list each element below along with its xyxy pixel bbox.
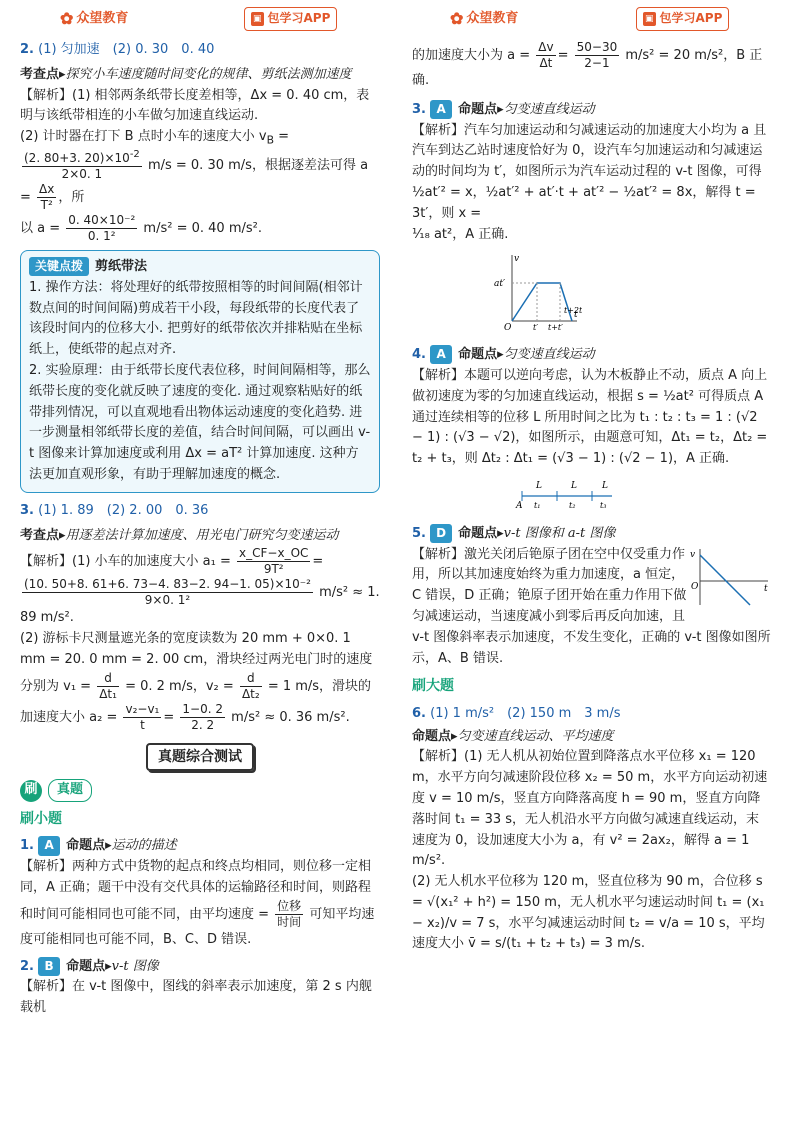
- triangle-icon: ▸: [59, 527, 66, 543]
- zhenti-label: 真题: [48, 779, 92, 802]
- fraction: [575, 40, 620, 71]
- denominator: 0. 1²: [87, 229, 116, 244]
- question-number: 2.: [20, 42, 34, 57]
- vt-line: [512, 283, 572, 321]
- answer-text: (1) 1. 89 (2) 2. 00 0. 36: [38, 502, 209, 518]
- origin-label: O: [504, 323, 512, 332]
- denominator: t: [140, 717, 145, 732]
- flower-logo-icon: ✿: [450, 9, 464, 29]
- denominator: 2. 2: [191, 717, 215, 732]
- triangle-icon: ▸: [497, 525, 504, 541]
- fraction: [66, 213, 137, 244]
- fraction: [97, 671, 119, 702]
- question-number: 2.: [20, 958, 34, 974]
- text: ，所: [58, 190, 85, 206]
- equals: =: [312, 554, 324, 570]
- numerator: d: [97, 671, 119, 687]
- question-2-answer: [20, 40, 380, 244]
- proposition-text: 匀变速直线运动: [503, 101, 595, 117]
- left-column: [20, 40, 380, 1019]
- numerator: Δv: [538, 40, 554, 54]
- key-tip-paragraph: 2. 实验原理：由于纸带长度代表位移，时间间隔相等，那么纸带长度的变化就反映了速度的变化. 通过观察粘贴好的纸带排列情况，可以直观地看出物体运动速度的变化趋势. 进一步测量相邻纸带长度的差值，结合时间间隔，可以画出 v-t 图像来计算加速度或利用 Δx = aT² 计算加速度. 这种方法更加直观形象，有助于理解加速度的概念.: [29, 363, 371, 483]
- axis-label-v: v: [514, 254, 520, 265]
- denominator: Δt₂: [241, 686, 260, 701]
- denominator: 2×0. 1: [61, 167, 103, 182]
- numerator: d: [240, 671, 262, 687]
- proposition-text: v-t 图像: [111, 958, 159, 974]
- time-label: t₁: [534, 500, 541, 510]
- explanation-line: 【解析】本题可以逆向考虑，认为木板静止不动，质点 A 向上做初速度为零的匀加速直线运动，根据 s = ½at² 可得质点 A 通过连续相等的位移 L 所用时间之比为 t₁ : t₂ : t₃ = 1 : (√2 − 1) : (√3 − √2)，如图所示，由题意可知，Δt₁ = t₂，Δt₂ = t₂ + t₃，则 Δt₂ : Δt₁ = (√3 − 1) : (√2 − 1)，A 正确.: [412, 367, 768, 467]
- question-1-answer: [20, 836, 380, 950]
- point-label: A: [516, 500, 523, 510]
- segment-label: L: [602, 480, 608, 491]
- text: 可知平均速度可能相同也可能不同，B、C、D 错误.: [20, 906, 375, 947]
- explanation-line: 【解析】在 v-t 图像中，图线的斜率表示加速度，第 2 s 内舰载机: [20, 979, 372, 1016]
- explanation-line: (2) 无人机水平位移为 120 m，竖直位移为 90 m，合位移 s = √(x₁² + h²) = 150 m，无人机水平匀速运动时间 t₁ = (x₁ − x₂)/v = 7 s，水平匀减速运动时间 t₂ = v/a = 10 s，平均速度大小 v̄ = s/(t₁ + t₂ + t₃) = 3 m/s.: [412, 874, 765, 952]
- explanation-line: ½at′² = x，½at′² + at′·t + at′² − ½at′² = 8x，解得 t = 3t′，则 x =: [412, 184, 756, 221]
- text: m/s² = 20 m/s²，B 正确.: [412, 48, 763, 88]
- triangle-icon: ▸: [59, 66, 66, 82]
- continued-explanation: [412, 40, 772, 92]
- segment-label: L: [571, 480, 577, 491]
- explanation-line: 【解析】(1) 无人机从初始位置到降落点水平位移 x₁ = 120 m，水平方向匀减速阶段位移 x₂ = 50 m，水平方向运动初速度 v = 10 m/s，竖直方向降落高度 h = 90 m，竖直方向降落时间 t₁ = 33 s，无人机沿水平方向做匀减速直线运动，末速度为 0，设加速度大小为 a，有 v² = 2ax₂，解得 a = 1 m/s².: [412, 749, 768, 869]
- book-icon: ▣: [251, 12, 264, 26]
- question-3-right: [412, 100, 772, 339]
- numerator: (2. 80+3. 20)×10: [24, 151, 130, 166]
- vt-linear-graph: [688, 545, 772, 609]
- time-label: t₃: [600, 500, 607, 510]
- triangle-icon: ▸: [105, 958, 112, 974]
- denominator: T²: [40, 198, 53, 213]
- question-5-right: [412, 524, 772, 670]
- fraction: [22, 149, 142, 182]
- numerator: 0. 40×10⁻²: [68, 213, 136, 228]
- proposition-text: 匀变速直线运动: [503, 347, 595, 363]
- answer-badge: A: [430, 100, 452, 119]
- numerator: 50−30: [576, 40, 618, 54]
- answer-badge: D: [430, 524, 452, 543]
- triangle-icon: ▸: [451, 728, 458, 744]
- tick-label: t′: [533, 323, 539, 332]
- app-badge-right: [636, 6, 729, 32]
- numerator: 位移: [277, 898, 302, 913]
- fraction: [123, 702, 161, 733]
- segment-label: L: [536, 480, 542, 491]
- numerator: Δx: [39, 182, 55, 197]
- answer-text: (1) 1 m/s² (2) 150 m 3 m/s: [430, 705, 621, 721]
- fraction: [536, 40, 555, 71]
- explanation-line: 【解析】激光关闭后铯原子团在空中仅受重力作用，所以其加速度始终为重力加速度，a 恒定，C 错误，D 正确；铯原子团开始在重力作用下做匀减速运动，当速度减小到零后再反向加速，且 v-t 图像斜率表示加速度，不发生变化，正确的 v-t 图像如图所示，A、B 错误.: [412, 546, 771, 666]
- explanation-line: 【解析】(1) 相邻两条纸带长度差相等，Δx = 0. 40 cm，表明与该纸带相连的小车做匀加速直线运动.: [20, 87, 370, 124]
- text: = 1 m/s，滑块的加速度大小 a₂ =: [20, 678, 372, 725]
- vt-linear-figure: [688, 545, 772, 609]
- text: m/s² = 0. 40 m/s².: [143, 221, 262, 237]
- text: 以 a =: [20, 221, 61, 237]
- equals: =: [557, 48, 569, 63]
- explanation-line: m/s = 0. 30 m/s，根据逐差法可得 a =: [20, 158, 369, 206]
- tick-label: t+2t: [564, 306, 582, 316]
- numerator: x_CF−x_OC: [239, 546, 309, 561]
- denominator: 9×0. 1²: [144, 593, 191, 608]
- proposition-text: 匀变速直线运动、平均速度: [457, 728, 614, 744]
- triangle-icon: ▸: [105, 838, 112, 854]
- fraction: [240, 671, 262, 702]
- triangle-icon: ▸: [497, 347, 504, 363]
- exam-point-text: 用逐差法计算加速度、用光电门研究匀变速运动: [65, 527, 339, 543]
- denominator: Δt₁: [99, 686, 117, 701]
- key-tip-box: [20, 250, 380, 493]
- right-column: [412, 40, 772, 955]
- key-tip-paragraph: 1. 操作方法：将处理好的纸带按照相等的时间间隔(相邻计数点间的时间间隔)剪成若干小段，每段纸带的长度代表了该段时间内的位移大小. 把剪好的纸带依次并排粘贴在坐标纸上，使纸带的起点对齐.: [29, 279, 363, 358]
- equals: =: [274, 129, 290, 145]
- app-name: 包学习APP: [659, 11, 723, 26]
- axis-label-at: at′: [494, 279, 506, 290]
- proposition-label: 命题点: [412, 728, 452, 744]
- question-number: 3.: [20, 502, 34, 518]
- exponent: -2: [129, 149, 140, 161]
- brand-logo-right: [450, 6, 518, 32]
- question-2b-answer: [20, 957, 380, 1019]
- proposition-label: 命题点: [66, 838, 106, 854]
- text: 的加速度大小为 a =: [412, 48, 531, 63]
- brand-name: 众望教育: [466, 10, 519, 26]
- question-number: 6.: [412, 705, 426, 721]
- subsection-big-questions: 刷大题: [412, 678, 454, 695]
- denominator: 2−1: [584, 56, 610, 70]
- question-number: 4.: [412, 347, 426, 363]
- real-exam-header: [20, 779, 380, 802]
- app-name: 包学习APP: [267, 11, 331, 26]
- key-tip-title: 剪纸带法: [95, 259, 148, 275]
- text: m/s² ≈ 1. 89 m/s².: [20, 585, 380, 626]
- denominator: 时间: [277, 914, 302, 929]
- exam-point-label: 考查点: [20, 66, 60, 82]
- section-title-text: 真题综合测试: [146, 743, 254, 771]
- segment-figure: [412, 476, 772, 518]
- fraction: [237, 546, 310, 577]
- subsection-small-questions: 刷小题: [20, 811, 62, 828]
- answer-badge: A: [38, 836, 60, 855]
- numerator: (10. 50+8. 61+6. 73−4. 83−2. 94−1. 05)×10⁻²: [24, 577, 311, 592]
- fraction: [37, 182, 56, 213]
- subscript: B: [266, 133, 274, 147]
- answer-badge: B: [38, 957, 60, 976]
- proposition-label: 命题点: [458, 347, 498, 363]
- text: m/s² ≈ 0. 36 m/s².: [231, 709, 350, 725]
- question-3-answer: [20, 501, 380, 733]
- explanation-line: 【解析】(1) 小车的加速度大小 a₁ =: [20, 554, 231, 570]
- question-4-right: [412, 345, 772, 518]
- fraction: [275, 899, 303, 930]
- explanation-line: (2) 游标卡尺测量遮光条的宽度读数为 20 mm + 0×0. 1 mm = 20. 0 mm = 2. 00 cm，滑块经过两光电门时的速度分别为 v₁ =: [20, 631, 373, 694]
- tick-label: t+t′: [548, 323, 563, 332]
- triangle-icon: ▸: [497, 101, 504, 117]
- explanation-line: ¹⁄₁₈ at²，A 正确.: [412, 226, 509, 242]
- segment-diagram: [412, 476, 612, 510]
- explanation-line: 【解析】两种方式中货物的起点和终点均相同，则位移一定相同，A 正确；题干中没有交代具体的运输路径和时间，则路程和时间可能相同也可能不同，由平均速度 =: [20, 859, 372, 922]
- vt-trapezoid-figure: [412, 251, 772, 339]
- question-number: 5.: [412, 525, 426, 541]
- question-number: 1.: [20, 838, 34, 854]
- answer-badge: A: [430, 345, 452, 364]
- fraction: [22, 577, 313, 608]
- flower-logo-icon: ✿: [60, 9, 74, 29]
- origin-label: O: [691, 581, 699, 592]
- brand-logo-left: [60, 6, 128, 32]
- explanation-line: (2) 计时器在打下 B 点时小车的速度大小 v: [20, 129, 267, 145]
- vt-graph: [412, 251, 582, 331]
- book-icon: ▣: [643, 12, 656, 26]
- key-tip-tag: 关键点拨: [29, 257, 89, 276]
- vt-line: [700, 555, 750, 605]
- shua-badge: 刷: [20, 780, 42, 802]
- section-title: [20, 743, 380, 771]
- text: = 0. 2 m/s，v₂ =: [125, 678, 234, 694]
- exam-point-label: 考查点: [20, 527, 60, 543]
- explanation-line: 【解析】汽车匀加速运动和匀减速运动的加速度大小均为 a 且汽车到达乙站时速度恰好为 0，设汽车匀加速运动和匀减速运动的时间均为 t′，如图所示为汽车运动过程的 v-t 图像，可得: [412, 122, 767, 180]
- denominator: Δt: [539, 56, 553, 70]
- axis-label-t: t: [764, 583, 768, 594]
- proposition-label: 命题点: [458, 525, 498, 541]
- time-label: t₂: [569, 500, 576, 510]
- proposition-text: 运动的描述: [111, 838, 177, 854]
- proposition-label: 命题点: [458, 101, 498, 117]
- axis-label-t: t: [574, 310, 578, 321]
- question-number: 3.: [412, 101, 426, 117]
- app-badge-left: [244, 6, 337, 32]
- proposition-text: v-t 图像和 a-t 图像: [503, 525, 616, 541]
- exam-point-text: 探究小车速度随时间变化的规律、剪纸法测加速度: [65, 66, 352, 82]
- fraction: [180, 702, 225, 733]
- numerator: 1−0. 2: [182, 701, 224, 716]
- brand-name: 众望教育: [76, 10, 129, 26]
- denominator: 9T²: [263, 562, 284, 577]
- question-6-right: [412, 704, 772, 956]
- proposition-label: 命题点: [66, 958, 106, 974]
- axis-label-v: v: [690, 549, 696, 560]
- equals: =: [163, 709, 175, 725]
- numerator: v₂−v₁: [125, 701, 160, 716]
- answer-text: (1) 匀加速 (2) 0. 30 0. 40: [38, 42, 215, 57]
